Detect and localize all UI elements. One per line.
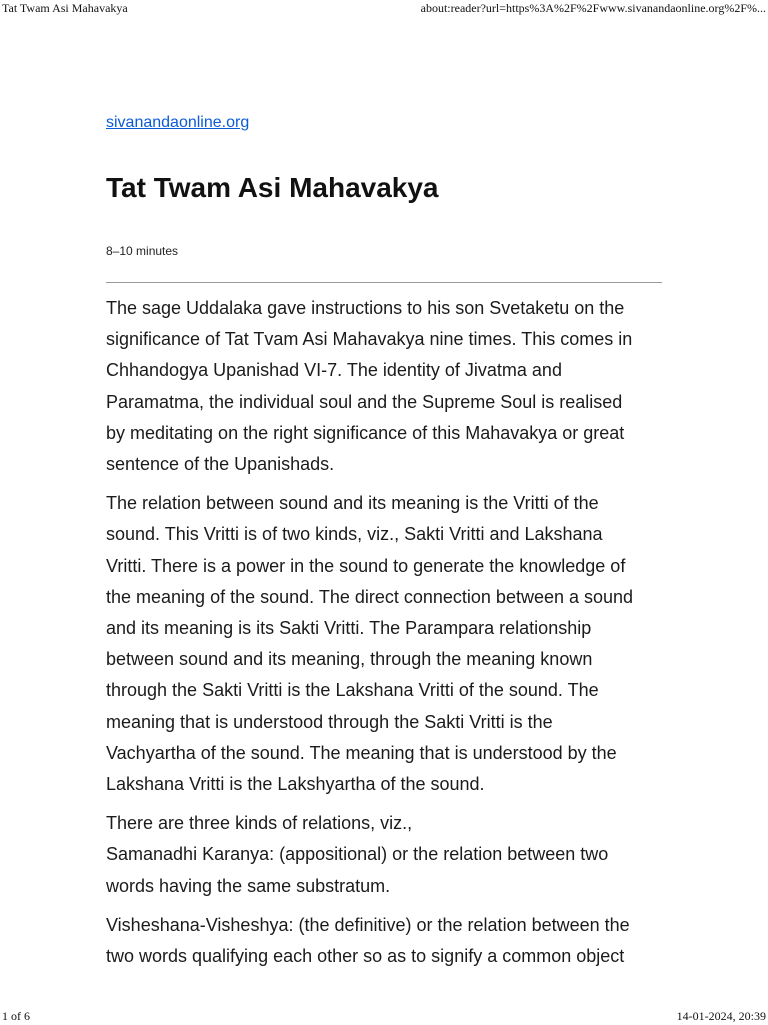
text-line: Samanadhi Karanya: (appositional) or the relation between two: [106, 844, 609, 865]
text-line: sentence of the Upanishads.: [106, 454, 335, 475]
text-line: Visheshana-Visheshya: (the definitive) or the relation between the: [106, 914, 630, 935]
print-datetime: 14-01-2024, 20:39: [676, 1009, 766, 1023]
text-line: significance of Tat Tvam Asi Mahavakya nine times. This comes in: [106, 329, 633, 350]
article-content: [106, 293, 662, 980]
text-line: Chhandogya Upanishad VI-7. The identity of Jivatma and: [106, 360, 562, 381]
text-line: sound. This Vritti is of two kinds, viz., Sakti Vritti and Lakshana: [106, 524, 603, 545]
text-line: two words qualifying each other so as to signify a common object: [106, 946, 625, 967]
text-line: and its meaning is its Sakti Vritti. The Parampara relationship: [106, 618, 592, 639]
text-line: The sage Uddalaka gave instructions to his son Svetaketu on the: [106, 298, 625, 318]
header-divider: [106, 282, 662, 283]
text-line: Vachyartha of the sound. The meaning that is understood by the: [106, 742, 617, 763]
paragraph: [106, 293, 662, 480]
text-line: between sound and its meaning, through the meaning known: [106, 649, 593, 670]
domain-link[interactable]: sivanandaonline.org: [106, 114, 250, 131]
text-line: Paramatma, the individual soul and the Supreme Soul is realised: [106, 391, 623, 412]
paragraph: [106, 808, 662, 902]
text-line: the meaning of the sound. The direct connection between a sound: [106, 586, 634, 607]
page-number: 1 of 6: [2, 1009, 30, 1023]
text-line: by meditating on the right significance of this Mahavakya or great: [106, 422, 625, 443]
text-line: There are three kinds of relations, viz.,: [106, 813, 413, 834]
text-line: meaning that is understood through the Sakti Vritti is the: [106, 711, 553, 732]
text-line: Vritti. There is a power in the sound to generate the knowledge of: [106, 555, 626, 576]
print-header: [0, 1, 768, 17]
text-line: words having the same substratum.: [106, 875, 391, 896]
text-line: Lakshana Vritti is the Lakshyartha of the sound.: [106, 774, 485, 795]
paragraph: [106, 488, 662, 800]
reading-time: 8–10 minutes: [106, 244, 179, 258]
text-line: through the Sakti Vritti is the Lakshana Vritti of the sound. The: [106, 680, 599, 701]
paragraph: [106, 910, 662, 972]
print-page-title: Tat Twam Asi Mahavakya: [2, 1, 128, 15]
text-line: The relation between sound and its meaning is the Vritti of the: [106, 493, 599, 514]
article-title: Tat Twam Asi Mahavakya: [106, 172, 439, 203]
print-url: about:reader?url=https%3A%2F%2Fwww.sivanandaonline.org%2F%...: [420, 1, 766, 15]
print-footer: [0, 1009, 768, 1025]
